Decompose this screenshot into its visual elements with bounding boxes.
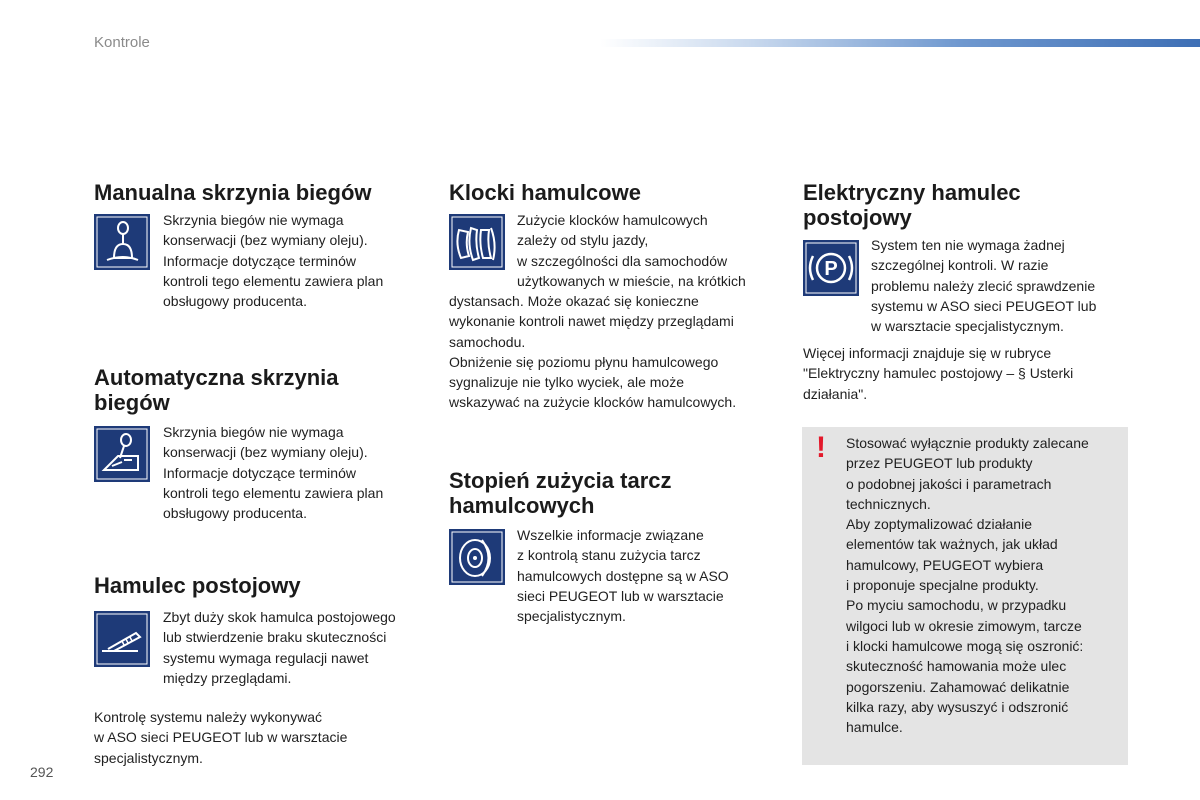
warning-exclamation-icon: ! [816,431,826,464]
electric-parking-brake-icon [803,240,859,296]
parking-brake-title: Hamulec postojowy [94,573,301,598]
electric-parking-brake-note: Więcej informacji znajduje się w rubryce "Elektryczny hamulec postojowy – § Usterki działania". [803,345,1074,402]
manual-gearbox-title: Manualna skrzynia biegów [94,180,372,205]
automatic-gearbox-title: Automatyczna skrzynia biegów [94,365,339,415]
brake-disc-icon [449,529,505,585]
page-number: 292 [30,764,54,780]
automatic-gear-selector-icon [94,426,150,482]
brake-pads-title: Klocki hamulcowe [449,180,641,205]
electric-parking-brake-text: System ten nie wymaga żadnej szczególnej kontroli. W razie problemu należy zlecić sprawdzenie systemu w ASO sieci PEUGEOT lub w warsztacie specjalistycznym. [871,237,1097,335]
brake-pads-icon [449,214,505,270]
header-gradient-bar [600,39,1200,47]
automatic-gearbox-text: Skrzynia biegów nie wymaga konserwacji (bez wymiany oleju). Informacje dotyczące terminów kontroli tego elementu zawiera plan obsługowy producenta. [163,424,384,522]
brake-discs-title: Stopień zużycia tarcz hamulcowych [449,468,672,518]
brake-discs-text: Wszelkie informacje związane z kontrolą stanu zużycia tarcz hamulcowych dostępne są w ASO sieci PEUGEOT lub w warsztacie specjalistycznym. [517,527,729,625]
parking-p-letter: P [824,258,838,280]
parking-brake-text: Zbyt duży skok hamulca postojowego lub stwierdzenie braku skuteczności systemu wymaga regulacji nawet między przeglądami. [163,609,396,686]
parking-brake-lever-icon [94,611,150,667]
manual-gear-shift-icon [94,214,150,270]
warning-text: Stosować wyłącznie produkty zalecane przez PEUGEOT lub produkty o podobnej jakości i parametrach technicznych. Aby zoptymalizować działanie elementów tak ważnych, jak układ hamulcowy, PEUGEOT wybiera i proponuje specjalne produkty. Po myciu samochodu, w przypadku wilgoci lub w okresie zimowym, tarcze i klocki hamulcowe mogą się oszronić: skuteczność hamowania może ulec pogorszeniu. Zahamować delikatnie kilka razy, aby wysuszyć i odszronić hamulce. [846,435,1089,736]
section-label: Kontrole [94,34,150,51]
manual-gearbox-text: Skrzynia biegów nie wymaga konserwacji (bez wymiany oleju). Informacje dotyczące terminów kontroli tego elementu zawiera plan obsługowy producenta. [163,212,384,310]
brake-pads-text-short: Zużycie klocków hamulcowych zależy od stylu jazdy, w szczególności dla samochodów użytkowanych w mieście, na krótkich [517,212,746,289]
brake-pads-text-long: dystansach. Może okazać się konieczne wykonanie kontroli nawet między przeglądami samochodu. Obniżenie się poziomu płynu hamulcowego sygnalizuje nie tylko wyciek, ale może wskazywać na zużycie klocków hamulcowych. [449,293,737,411]
parking-brake-note: Kontrolę systemu należy wykonywać w ASO sieci PEUGEOT lub w warsztacie specjalistycznym. [94,709,348,766]
electric-parking-brake-title: Elektryczny hamulec postojowy [803,180,1021,230]
